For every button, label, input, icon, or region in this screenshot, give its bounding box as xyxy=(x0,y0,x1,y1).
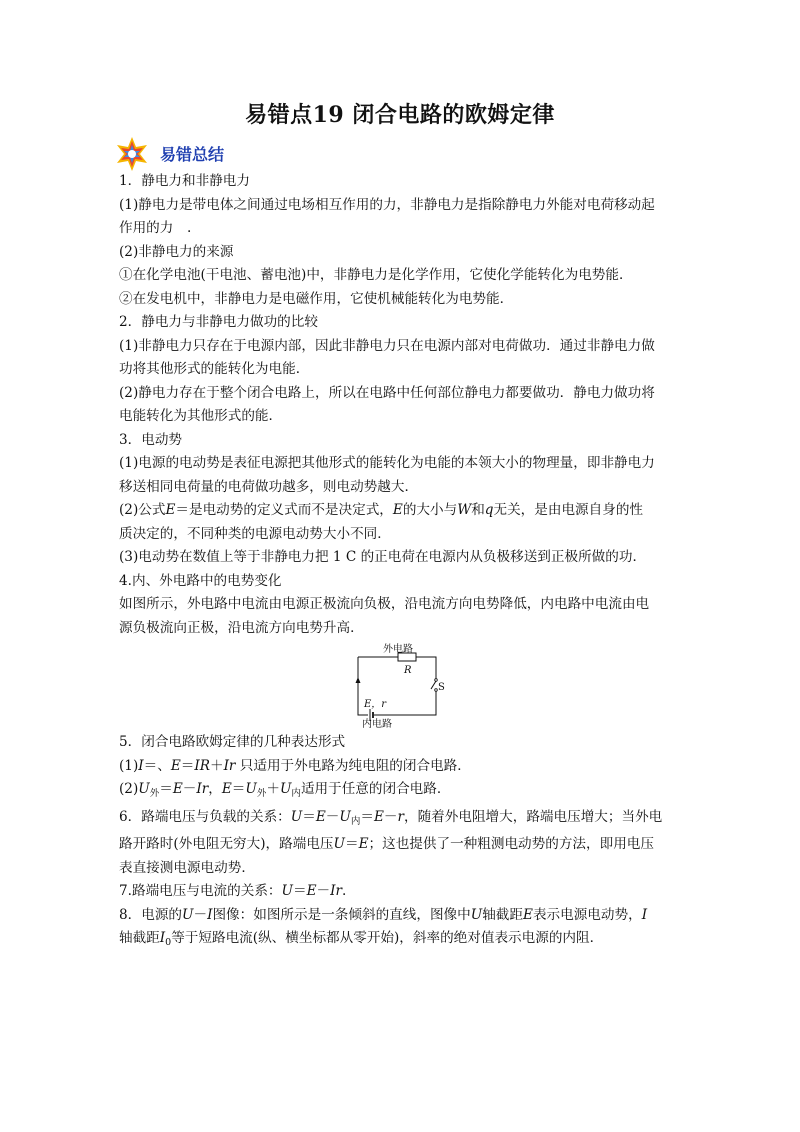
paragraph-line: (2)非静电力的来源 xyxy=(119,243,234,260)
paragraph-line-ohm-formula: (1)I＝、E＝IR＋Ir 只适用于外电路为纯电阻的闭合电路． xyxy=(119,757,471,774)
star-badge-icon xyxy=(114,136,150,172)
paragraph-line: 轴截距$I_0$等于短路电流(纵、横坐标都从零开始)，斜率的绝对值表示电源的内阻． xyxy=(119,930,604,948)
paragraph-line-general-formula: $(2)U_外=E-Ir$，$E=U_外+U_内$适用于任意的闭合电路． xyxy=(119,781,451,799)
paragraph-line: 质决定的，不同种类的电源电动势大小不同． xyxy=(119,525,391,542)
heading-4: 4.内、外电路中的电势变化 xyxy=(119,572,282,589)
heading-3: 3．电动势 xyxy=(119,431,183,448)
paragraph-line: (3)电动势在数值上等于非静电力把 1 C 的正电荷在电源内从负极移送到正极所做的功． xyxy=(119,549,647,565)
paragraph-line-voltage-current: 7.路端电压与电流的关系：U＝E－Ir. xyxy=(119,883,347,899)
outer-circuit-label: 外电路 xyxy=(383,644,413,655)
paragraph-line-emf-formula: (2)公式E＝是电动势的定义式而不是决定式，E的大小与W和q无关，是由电源自身的性 xyxy=(119,502,644,518)
paragraph-line: 源负极流向正极，沿电流方向电势升高． xyxy=(119,619,364,636)
paragraph-line: 电能转化为其他形式的能． xyxy=(119,408,283,424)
paragraph-line: ②在发电机中，非静电力是电磁作用，它使机械能转化为电势能． xyxy=(119,290,514,307)
paragraph-line: (1)非静电力只存在于电源内部，因此非静电力只在电源内部对电荷做功．通过非静电力做 xyxy=(119,337,655,354)
switch-symbol xyxy=(431,679,437,692)
heading-1: 1．静电力和非静电力 xyxy=(119,173,250,189)
paragraph-line: (2)静电力存在于整个闭合电路上，所以在电路中任何部位静电力都要做功．静电力做功将 xyxy=(119,384,655,401)
paragraph-line-ui-graph: 8．电源的U－I图像：如图所示是一条倾斜的直线，图像中U轴截距E表示电源电动势，I xyxy=(119,906,648,923)
paragraph-line: ①在化学电池(干电池、蓄电池)中，非静电力是化学作用，它使化学能转化为电势能． xyxy=(119,267,633,283)
source-label: E，r xyxy=(364,699,387,710)
paragraph-line-terminal-voltage: 6．路端电压与负载的关系：$U=E-U_内=E-r$，随着外电阻增大，路端电压增大；当外电 xyxy=(119,808,663,827)
current-arrow-icon xyxy=(356,677,361,683)
paragraph-line: 表直接测电源电动势． xyxy=(119,859,255,876)
paragraph-line: (1)电源的电动势是表征电源把其他形式的能转化为电能的本领大小的物理量，即非静电力 xyxy=(119,455,655,471)
page-title: 易错点19 闭合电路的欧姆定律 xyxy=(245,102,555,128)
paragraph-line: 作用的力 . xyxy=(119,220,192,236)
section-header-label: 易错总结 xyxy=(160,145,225,164)
heading-2: 2．静电力与非静电力做功的比较 xyxy=(119,314,318,330)
document-body xyxy=(119,170,684,955)
paragraph-line: 移送相同电荷量的电荷做功越多，则电动势越大． xyxy=(119,478,419,495)
paragraph-line: (1)静电力是带电体之间通过电场相互作用的力，非静电力是指除静电力外能对电荷移动起 xyxy=(119,196,655,213)
circuit-figure xyxy=(119,643,684,729)
paragraph-line: 路开路时(外电阻无穷大)，路端电压U＝E；这也提供了一种粗测电动势的方法，即用电压 xyxy=(119,836,654,852)
switch-label: S xyxy=(438,682,445,693)
paragraph-line: 功将其他形式的能转化为电能． xyxy=(119,361,310,377)
inner-circuit-label: 内电路 xyxy=(362,719,392,730)
resistor-label: R xyxy=(404,665,412,676)
heading-5: 5．闭合电路欧姆定律的几种表达形式 xyxy=(119,734,346,750)
paragraph-line: 如图所示，外电路中电流由电源正极流向负极，沿电流方向电势降低，内电路中电流由电 xyxy=(119,596,650,612)
circuit-diagram xyxy=(354,643,445,730)
